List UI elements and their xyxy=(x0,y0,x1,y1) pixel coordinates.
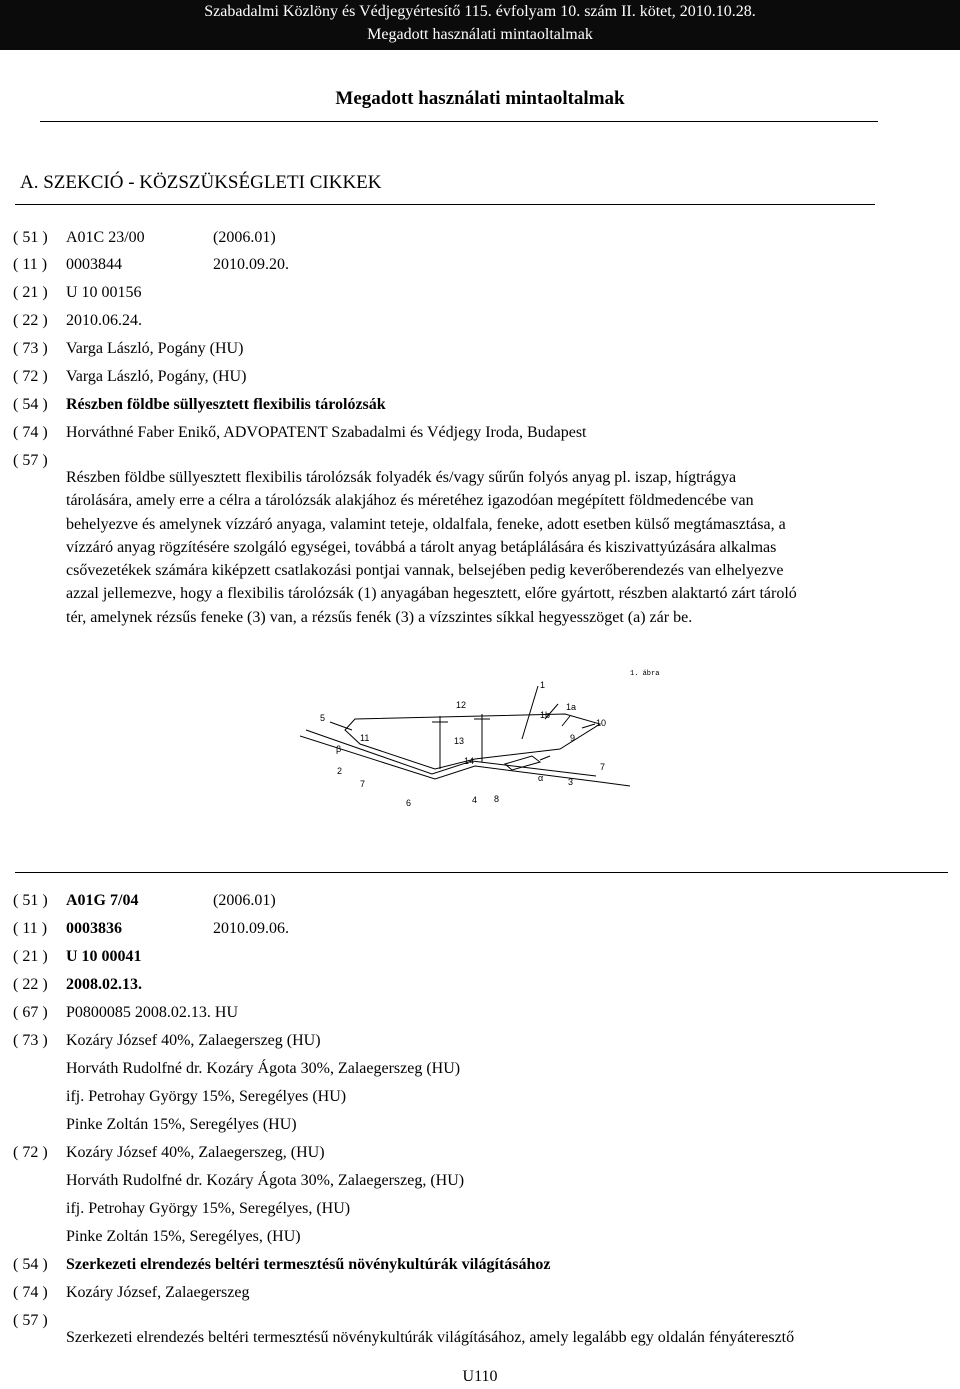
registration-date: 2010.09.06. xyxy=(213,920,289,937)
classification-version: (2006.01) xyxy=(213,892,276,909)
inventor: ifj. Petrohay György 15%, Seregélyes, (HU) xyxy=(66,1200,351,1217)
field-code: ( 21 ) xyxy=(13,284,48,301)
header-subtitle: Megadott használati mintaoltalmak xyxy=(367,26,593,43)
filing-date: 2010.06.24. xyxy=(66,312,142,329)
application-number: U 10 00156 xyxy=(66,284,142,301)
field-code: ( 72 ) xyxy=(13,368,48,385)
classification: A01C 23/00 xyxy=(66,229,145,246)
section-heading: A. SZEKCIÓ - KÖZSZÜKSÉGLETI CIKKEK xyxy=(20,172,382,193)
pointer-line xyxy=(582,724,595,728)
ref-label: 6 xyxy=(406,798,412,808)
angle-label: β xyxy=(336,744,342,754)
abstract-2 xyxy=(66,1326,886,1349)
owner: Pinke Zoltán 15%, Seregélyes (HU) xyxy=(66,1116,297,1133)
field-code: ( 22 ) xyxy=(13,976,48,993)
ref-label: 10 xyxy=(596,718,607,728)
ref-label: 2 xyxy=(337,766,343,776)
page-title: Megadott használati mintaoltalmak xyxy=(335,88,625,109)
field-code: ( 57 ) xyxy=(13,1312,48,1329)
abstract-line: csővezetékek számára kiképzett csatlakozási pontjai vannak, belsejében pedig keverőberendezés van elhelyezve xyxy=(66,562,784,580)
field-code: ( 74 ) xyxy=(13,1284,48,1301)
page-number: U110 xyxy=(462,1368,498,1385)
ref-label: 1a xyxy=(566,702,577,712)
abstract-line: Szerkezeti elrendezés beltéri termesztésű növénykultúrák világításához, amely legalább egy oldalán fényáteresztő xyxy=(66,1329,795,1346)
ref-label: 11 xyxy=(360,733,370,743)
abstract-line: tér, amelynek rézsűs feneke (3) van, a rézsűs fenék (3) a vízszintes síkkal hegyesszöget (a) zár be. xyxy=(66,608,693,626)
journal-title: Szabadalmi Közlöny és Védjegyértesítő 115. évfolyam 10. szám II. kötet, 2010.10.28. xyxy=(204,3,756,20)
field-code: ( 51 ) xyxy=(13,229,48,246)
figure-caption: 1. ábra xyxy=(630,670,660,678)
abstract-line: Részben földbe süllyesztett flexibilis tárolózsák folyadék és/vagy sűrűn folyós anyag pl. iszap, hígtrágya xyxy=(66,469,737,486)
field-code: ( 54 ) xyxy=(13,1256,48,1273)
abstract-line: vízzáró anyag rögzítésére szolgáló egységei, továbbá a tárolt anyag betáplálására és kiszivattyúzására alkalmas xyxy=(66,538,777,556)
section-divider xyxy=(15,204,875,205)
ref-label: 4 xyxy=(472,795,478,805)
angle-label: α xyxy=(538,773,544,783)
field-code: ( 67 ) xyxy=(13,1004,48,1021)
ref-label: 3 xyxy=(568,777,574,787)
patent-figure xyxy=(300,664,680,816)
abstract-line: behelyezve és amelynek vízzáró anyaga, valamint teteje, oldalfala, feneke, adott esetben külső megtámasztása, a xyxy=(66,515,786,533)
ref-label: 8 xyxy=(494,794,500,804)
field-code: ( 57 ) xyxy=(13,452,48,469)
ref-label: 7 xyxy=(600,762,606,772)
inventor: Kozáry József 40%, Zalaegerszeg, (HU) xyxy=(66,1144,325,1161)
field-code: ( 11 ) xyxy=(13,920,48,937)
ref-label: 5 xyxy=(320,713,326,723)
classification: A01G 7/04 xyxy=(66,892,139,909)
owner: Varga László, Pogány (HU) xyxy=(66,340,244,357)
classification-version: (2006.01) xyxy=(213,229,276,246)
registration-number: 0003836 xyxy=(66,920,122,937)
application-number: U 10 00041 xyxy=(66,948,142,965)
filing-date: 2008.02.13. xyxy=(66,976,142,993)
page-header xyxy=(0,0,960,50)
ref-label: 7 xyxy=(360,779,366,789)
field-code: ( 11 ) xyxy=(13,256,48,273)
field-code: ( 73 ) xyxy=(13,1032,48,1049)
owner: Kozáry József 40%, Zalaegerszeg (HU) xyxy=(66,1032,321,1049)
abstract-line: tárolására, amely erre a célra a tárolózsák alakjához és méretéhez igazodóan megépített földmedencébe van xyxy=(66,492,754,510)
mixer-shaft xyxy=(540,756,550,760)
invention-title: Részben földbe süllyesztett flexibilis tárolózsák xyxy=(66,396,386,413)
ref-label: 1b xyxy=(540,710,551,720)
pointer-line xyxy=(522,686,538,739)
registration-number: 0003844 xyxy=(66,256,122,273)
ref-label: 1 xyxy=(540,680,546,690)
field-code: ( 74 ) xyxy=(13,424,48,441)
owner: Horváth Rudolfné dr. Kozáry Ágota 30%, Zalaegerszeg (HU) xyxy=(66,1060,461,1077)
priority: P0800085 2008.02.13. HU xyxy=(66,1004,239,1021)
field-code: ( 22 ) xyxy=(13,312,48,329)
inventor: Pinke Zoltán 15%, Seregélyes, (HU) xyxy=(66,1228,301,1245)
abstract-1 xyxy=(66,466,886,629)
invention-title: Szerkezeti elrendezés beltéri termesztésű növénykultúrák világításához xyxy=(66,1256,551,1273)
ref-label: 14 xyxy=(464,756,475,766)
field-code: ( 73 ) xyxy=(13,340,48,357)
field-code: ( 51 ) xyxy=(13,892,48,909)
field-code: ( 54 ) xyxy=(13,396,48,413)
registration-date: 2010.09.20. xyxy=(213,256,289,273)
title-divider xyxy=(40,121,878,122)
attorney: Horváthné Faber Enikő, ADVOPATENT Szabadalmi és Védjegy Iroda, Budapest xyxy=(66,424,587,441)
ref-label: 9 xyxy=(570,733,576,743)
inventor: Horváth Rudolfné dr. Kozáry Ágota 30%, Zalaegerszeg, (HU) xyxy=(66,1172,465,1189)
ref-label: 13 xyxy=(454,736,465,746)
inventor: Varga László, Pogány, (HU) xyxy=(66,368,247,385)
ref-label: 12 xyxy=(456,700,467,710)
owner: ifj. Petrohay György 15%, Seregélyes (HU) xyxy=(66,1088,347,1105)
abstract-line: azzal jellemezve, hogy a flexibilis tárolózsák (1) anyagában hegesztett, előre gyártott, részben alaktartó zárt tároló xyxy=(66,585,797,603)
field-code: ( 21 ) xyxy=(13,948,48,965)
field-code: ( 72 ) xyxy=(13,1144,48,1161)
pointer-line xyxy=(562,716,570,726)
attorney: Kozáry József, Zalaegerszeg xyxy=(66,1284,250,1301)
entry-divider xyxy=(15,872,948,873)
liner-line xyxy=(306,730,596,776)
mixer-device xyxy=(505,756,540,770)
